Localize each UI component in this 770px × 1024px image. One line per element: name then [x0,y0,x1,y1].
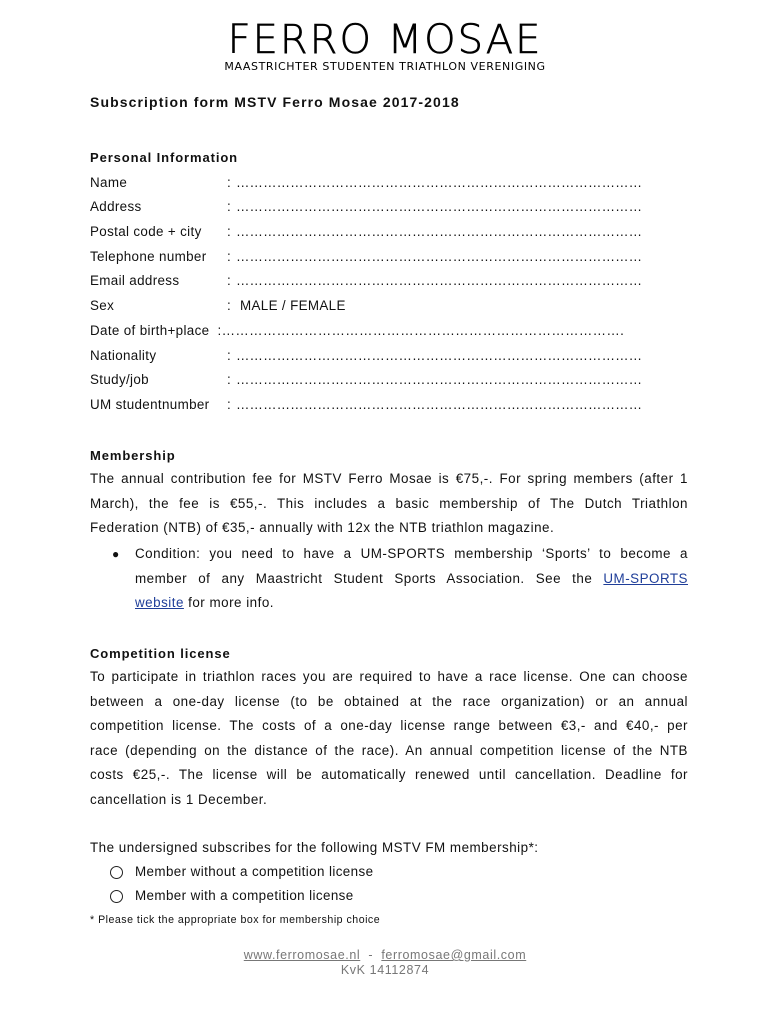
footer-separator-text: - [368,948,374,962]
field-separator: : [227,199,232,214]
field-separator: : [217,323,222,338]
name-field[interactable] [90,175,670,195]
field-label: Date of birth+place [90,323,210,338]
date-of-birth-place-field[interactable] [90,323,670,343]
paragraph-line: competition license. The costs of a one-day license range between €3,- and €40,- per [90,718,688,733]
competition-paragraph [90,665,688,812]
bullet-line-text: member of any Maastricht Student Sports Association. See the [135,570,604,586]
fill-in-line[interactable]: ……………………………………………………………………………… [236,249,643,264]
dob-inline [90,323,624,338]
email-link[interactable]: ferromosae@gmail.com [381,948,527,962]
subscribe-intro-text: The undersigned subscribes for the following MSTV FM membership*: [90,840,539,855]
sex-options[interactable]: MALE / FEMALE [240,298,346,313]
paragraph-line: To participate in triathlon races you are required to have a race license. One can choose [90,669,688,684]
bullet-line [135,567,688,592]
membership-heading: Membership [90,448,176,463]
paragraph-line: Federation (NTB) of €35,- annually with 12x the NTB triathlon magazine. [90,520,555,535]
paragraph-line: race (depending on the distance of the race). An annual competition license of the NTB [90,742,688,758]
field-label: Postal code + city [90,224,202,239]
bullet-dot-icon: ● [112,547,120,561]
field-separator: : [227,249,232,264]
um-sports-link[interactable]: UM-SPORTS [603,570,688,586]
paragraph-line: between a one-day license (to be obtained at the race organization) or an annual [90,693,688,709]
bullet-line-text: for more info. [183,595,275,610]
field-separator: : [227,224,232,239]
field-label: Telephone number [90,249,207,264]
field-separator: : [227,348,232,363]
kvk-number: KvK 14112874 [340,963,430,977]
fill-in-line[interactable]: ……………………………………………………………………………… [236,273,643,288]
bullet-line [135,591,688,616]
address-field[interactable] [90,199,670,219]
field-label: Sex [90,298,115,313]
paragraph-line: costs €25,-. The license will be automatically renewed until cancellation. Deadline for [90,767,688,782]
option-label: Member without a competition license [135,864,374,879]
form-title: Subscription form MSTV Ferro Mosae 2017-2018 [90,94,460,110]
ferro-mosae-logo [200,18,570,76]
email-field[interactable] [90,273,670,293]
radio-circle-icon[interactable] [110,890,123,903]
nationality-field[interactable] [90,348,670,368]
field-label: Address [90,199,142,214]
bullet-text [135,542,688,616]
membership-paragraph [90,467,688,541]
page-footer [0,948,770,977]
bullet-line: Condition: you need to have a UM-SPORTS membership ‘Sports’ to become a [135,546,688,561]
um-sports-website-link[interactable]: website [135,595,184,610]
radio-circle-icon[interactable] [110,866,123,879]
logo-subtitle: MAASTRICHTER STUDENTEN TRIATHLON VERENIGING [224,60,546,73]
field-separator: : [227,273,232,288]
field-label: Nationality [90,348,157,363]
field-label: UM studentnumber [90,397,210,412]
field-separator: : [227,397,232,412]
fill-in-line[interactable]: ……………………………………………………………………………. [221,323,625,338]
website-link[interactable]: www.ferromosae.nl [243,948,361,962]
postal-code-city-field[interactable] [90,224,670,244]
paragraph-line: cancellation is 1 December. [90,791,268,807]
subscribe-intro [90,836,688,861]
fill-in-line[interactable]: ……………………………………………………………………………… [236,199,643,214]
paragraph-line: The annual contribution fee for MSTV Ferro Mosae is €75,-. For spring members (after 1 [90,471,688,486]
fill-in-line[interactable]: ……………………………………………………………………………… [236,372,643,387]
um-studentnumber-field[interactable] [90,397,670,417]
study-job-field[interactable] [90,372,670,392]
telephone-field[interactable] [90,249,670,269]
field-label: Name [90,175,128,190]
logo-title: FERRO MOSAE [227,17,543,63]
fill-in-line[interactable]: ……………………………………………………………………………… [236,397,643,412]
competition-license-heading: Competition license [90,646,231,661]
field-separator: : [227,372,232,387]
fill-in-line[interactable]: ……………………………………………………………………………… [236,175,643,190]
field-separator: : [227,298,232,313]
fill-in-line[interactable]: ……………………………………………………………………………… [236,348,643,363]
personal-info-heading: Personal Information [90,150,239,165]
option-label: Member with a competition license [135,888,354,903]
footer-separator [364,948,377,962]
sex-field[interactable] [90,298,670,318]
field-separator: : [227,175,232,190]
paragraph-line: March), the fee is €55,-. This includes a basic membership of The Dutch Triathlon [90,495,688,511]
field-label: Email address [90,273,180,288]
footnote: * Please tick the appropriate box for membership choice [90,914,381,926]
fill-in-line[interactable]: ……………………………………………………………………………… [236,224,643,239]
field-label: Study/job [90,372,149,387]
